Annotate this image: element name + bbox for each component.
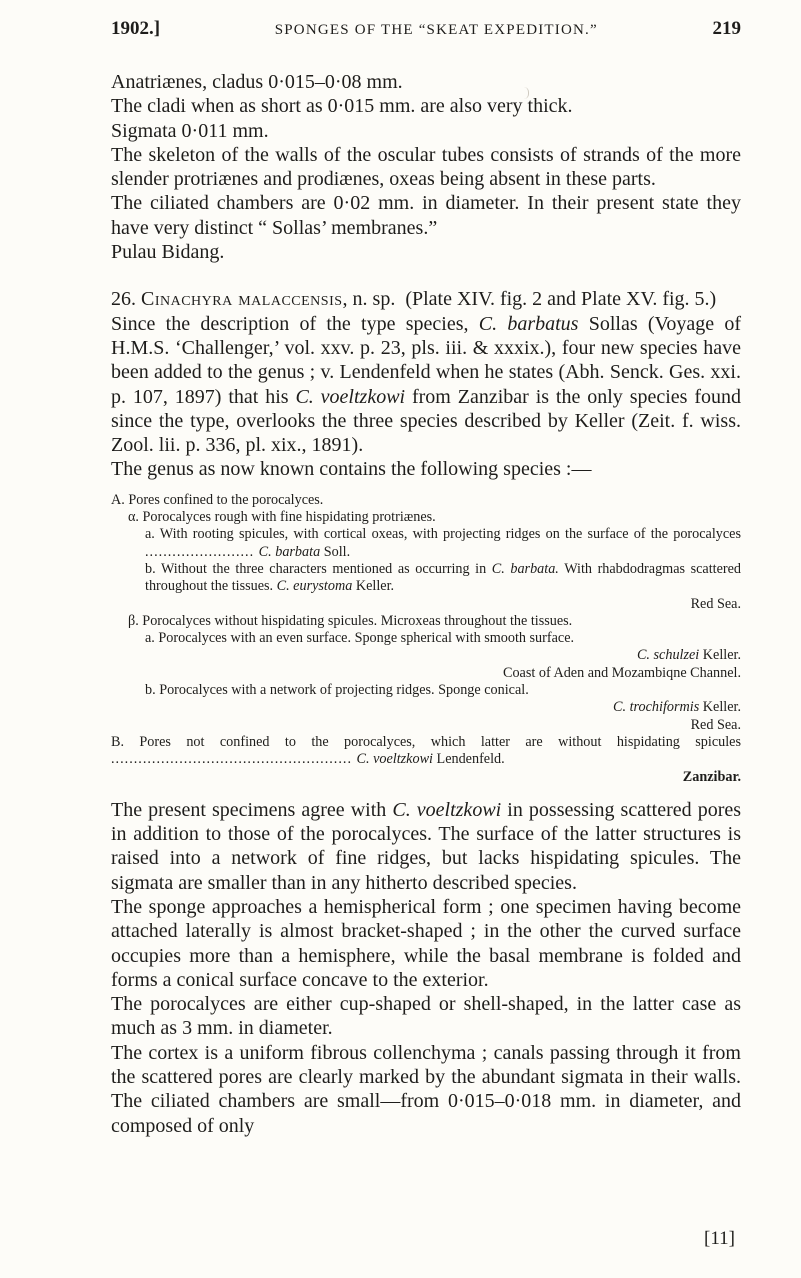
header-title: SPONGES OF THE “SKEAT EXPEDITION.” [274,22,598,38]
species-ref: C. schulzei [636,647,700,664]
key-entry: A. Pores confined to the porocalyces. [111,491,324,508]
author: Keller. [702,647,741,664]
locality: Red Sea. [690,595,741,612]
locality: Zanzibar. [682,768,741,785]
paragraph: The genus as now known contains the following species :— [111,458,592,481]
key-entry: B. Pores not confined to the porocalyces, which latter are without hispidating spicules ..................................................... C. voeltzkowi Lendenfeld. [111,733,741,768]
paragraph-present-specimens [111,798,741,895]
species-ref: C. voeltzkowi [295,385,406,408]
text-run: The present specimens agree with [111,798,387,821]
species-heading [111,287,741,311]
species-ref: C. trochiformis [613,699,700,716]
species-ref: C. eurystoma [276,578,353,595]
paragraph: The ciliated chambers are 0·02 mm. in diameter. In their present state they have very distinct “ Sollas’ membranes.” [111,192,741,239]
paragraph-type-species [111,312,741,458]
running-head [111,18,741,40]
key-species-line [111,647,741,664]
locality: Coast of Aden and Mozambiqne Channel. [503,664,741,681]
author: Soll. [323,543,351,560]
species-suffix: , n. sp. [342,288,396,311]
paragraph: The cladi when as short as 0·015 mm. are also very thick. [111,95,573,118]
paragraph: Anatriænes, cladus 0·015–0·08 mm. [111,71,403,93]
text-run: Sollas (Voyage of H.M.S. ‘Challenger,’ vol. xxv. p. 23, pls. iii. & xxxix.), four new species have been added to the genus ; v. Lendenfeld when he states (Abh. Senck. Ges. xxi. p. 107, 1897) that his [111,312,742,408]
paragraph: The porocalyces are either cup-shaped or shell-shaped, in the latter case as much as 3 mm. in diameter. [111,993,741,1040]
page-number: 219 [712,18,741,39]
paragraph: Sigmata 0·011 mm. [111,119,269,142]
key-entry: a. Porocalyces with an even surface. Sponge spherical with smooth surface. [145,630,575,647]
signature-mark: [11] [704,1228,735,1249]
species-ref: C. barbata. [491,560,559,577]
text-run: in possessing scattered pores in addition to those of the porocalyces. The surface of the latter structures is raised into a network of fine ridges, but lacks hispidating spicules. The sigmata are smaller than in any hitherto described species. [111,798,742,894]
body-text [111,70,741,1138]
author: Keller. [702,699,741,716]
text-run: Since the description of the type species, [111,312,469,335]
key-text: b. Without the three characters mentioned as occurring in [145,560,487,577]
key-text: B. Pores not confined to the porocalyces, which latter are without hispidating spicules [111,733,741,750]
author: Lendenfeld. [436,751,505,768]
species-number: 26. [111,288,136,311]
key-entry: α. Porocalyces rough with fine hispidating protriænes. [128,509,436,526]
species-key [111,492,741,786]
species-ref: C. voeltzkowi [356,751,433,768]
key-entry [111,561,741,596]
species-ref: C. barbata [258,543,321,560]
paragraph: The sponge approaches a hemispherical form ; one specimen having become attached laterally is almost bracket-shaped ; in the other the curved surface occupies more than a hemisphere, while the basal membrane is folded and forms a conical surface concave to the exterior. [111,895,741,991]
paragraph: The skeleton of the walls of the oscular tubes consists of strands of the more slender protriænes and prodiænes, oxeas being absent in these parts. [111,143,741,191]
author: Keller. [355,578,395,595]
key-entry: b. Porocalyces with a network of projecting ridges. Sponge conical. [145,682,529,699]
species-name: Cinachyra malaccensis [141,288,343,311]
key-species-line [111,699,741,716]
species-ref: C. voeltzkowi [392,798,502,821]
key-entry: β. Porocalyces without hispidating spicules. Microxeas throughout the tissues. [128,612,573,629]
paragraph: The cortex is a uniform fibrous collenchyma ; canals passing through it from the scattered pores are clearly marked by the abundant sigmata in their walls. The ciliated chambers are small—from 0·015–0·018 mm. in diameter, and composed of only [111,1041,741,1137]
header-year: 1902.] [111,18,161,39]
paragraph: Pulau Bidang. [111,241,225,264]
species-ref: C. barbatus [478,312,579,335]
text-run: from Zanzibar is the only species found since the type, overlooks the three species described by Keller (Zeit. f. wiss. Zool. lii. p. 336, pl. xix., 1891). [111,385,741,457]
key-text: a. With rooting spicules, with cortical oxeas, with projecting ridges on the surface of the porocalyces [145,526,741,543]
locality: Red Sea. [690,716,741,733]
key-entry: a. With rooting spicules, with cortical oxeas, with projecting ridges on the surface of the porocalyces ........................ C. barbata Soll. [145,526,741,560]
key-text: With rhabdodragmas scattered throughout the tissues. [145,560,742,595]
species-plates: (Plate XIV. fig. 2 and Plate XV. fig. 5.) [405,288,717,311]
